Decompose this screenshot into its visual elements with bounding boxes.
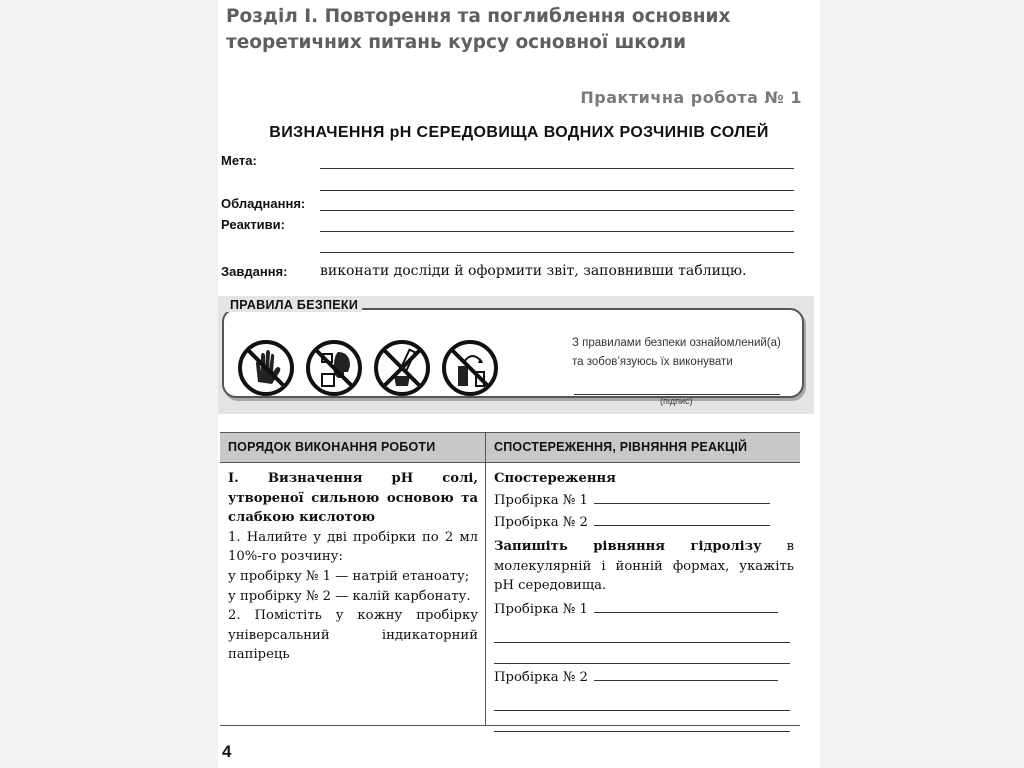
procedure-tube-2: у пробірку № 2 — калій карбонату. [228, 588, 471, 604]
procedure-tube-1: у пробірку № 1 — натрій етаноату; [228, 568, 470, 584]
observation-label: Спостереження [494, 471, 616, 486]
practical-work-number: Практична робота № 1 [580, 88, 802, 107]
hydrolysis-tube-2-line-2[interactable] [494, 690, 790, 711]
reagents-line-2[interactable] [320, 252, 794, 253]
hydrolysis-tube-1-line[interactable] [594, 600, 778, 613]
workbook-page [218, 0, 820, 768]
safety-rules-header: ПРАВИЛА БЕЗПЕКИ [226, 298, 362, 312]
page-number: 4 [222, 742, 232, 761]
table-header-row [220, 433, 800, 463]
equipment-line[interactable] [320, 210, 794, 211]
observations-cell [494, 469, 794, 732]
section-title: Розділ І. Повторення та поглиблення основних теоретичних питань курсу основної школи [226, 6, 731, 53]
no-heating-flask-icon [440, 338, 500, 398]
hydrolysis-tube-2-line[interactable] [594, 668, 778, 681]
hydrolysis-instruction: Запишіть рівняння гідролізу в молекулярній і йонній формах, укажіть pH середовища. [494, 539, 794, 594]
observation-tube-2: Пробірка № 2 [494, 513, 794, 535]
no-pouring-icon [372, 338, 432, 398]
tube-2-answer-line[interactable] [594, 513, 770, 526]
task-text: виконати досліди й оформити звіт, заповнивши таблицю. [320, 263, 747, 279]
practical-work-title: ВИЗНАЧЕННЯ pH СЕРЕДОВИЩА ВОДНИХ РОЗЧИНІВ СОЛЕЙ [269, 124, 769, 141]
equipment-label: Обладнання: [221, 196, 306, 211]
procedure-step-2: 2. Помістіть у кожну пробірку універсальний індикаторний папірець [228, 608, 478, 663]
safety-rules-panel [218, 296, 814, 414]
hydrolysis-tube-1-line-3[interactable] [494, 643, 790, 664]
observation-tube-1: Пробірка № 1 [494, 491, 794, 513]
goal-line-2[interactable] [320, 190, 794, 191]
signature-label: (підпис) [660, 396, 693, 406]
hydrolysis-tube-2: Пробірка № 2 [494, 668, 794, 690]
column-divider [485, 433, 486, 725]
hydrolysis-tube-1: Пробірка № 1 [494, 600, 794, 622]
goal-label: Мета: [221, 153, 257, 168]
reagents-label: Реактиви: [221, 217, 285, 232]
procedure-step-1: 1. Налийте у дві пробірки по 2 мл 10%-го розчину: [228, 529, 478, 565]
work-table [220, 432, 800, 726]
procedure-cell [228, 469, 478, 665]
safety-acknowledgement: З правилами безпеки ознайомлений(а) та зобов’язуюсь їх виконувати [572, 337, 781, 368]
safety-rules-box [222, 308, 804, 406]
reagents-line-1[interactable] [320, 231, 794, 232]
col-header-procedure: ПОРЯДОК ВИКОНАННЯ РОБОТИ [228, 440, 436, 454]
tube-1-answer-line[interactable] [594, 491, 770, 504]
signature-line[interactable] [574, 394, 780, 395]
hydrolysis-tube-2-line-3[interactable] [494, 711, 790, 732]
no-touch-hand-icon [236, 338, 296, 398]
col-header-observations: СПОСТЕРЕЖЕННЯ, РІВНЯННЯ РЕАКЦІЙ [494, 440, 748, 454]
procedure-heading: І. Визначення pH солі, утвореної сильною основою та слабкою кислотою [228, 471, 478, 526]
hydrolysis-tube-1-line-2[interactable] [494, 622, 790, 643]
goal-line-1[interactable] [320, 168, 794, 169]
no-tasting-icon [304, 338, 364, 398]
task-label: Завдання: [221, 264, 288, 279]
